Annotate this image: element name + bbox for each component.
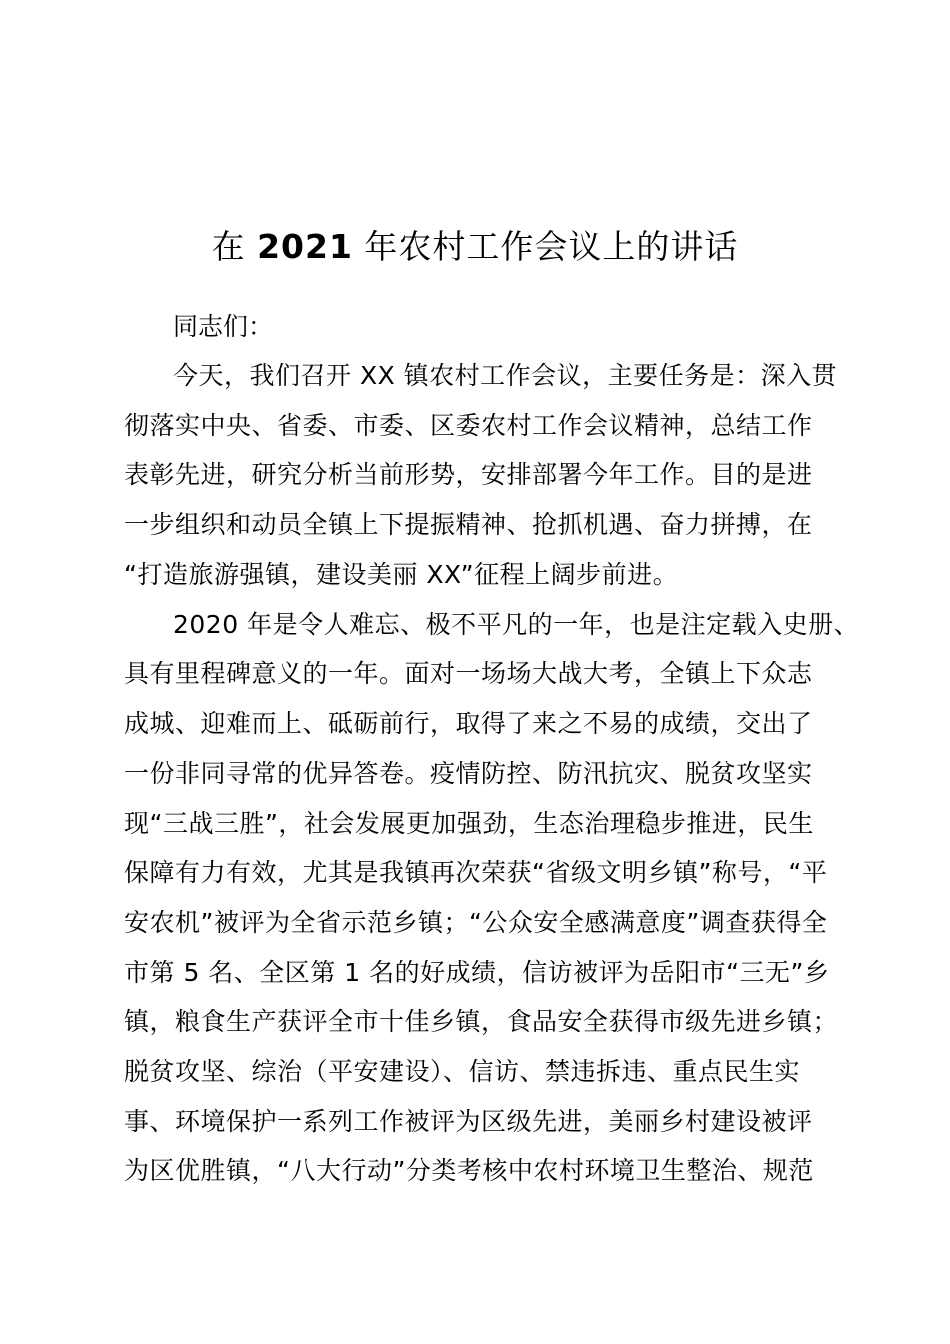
paragraph-line: 今天，我们召开 XX 镇农村工作会议，主要任务是：深入贯 xyxy=(173,361,838,390)
paragraph-line: 成城、迎难而上、砥砺前行，取得了来之不易的成绩，交出了 xyxy=(124,709,813,738)
title-year: 2021 xyxy=(257,227,353,266)
paragraph-line: 脱贫攻坚、综治（平安建设）、信访、禁违拆违、重点民生实 xyxy=(124,1057,801,1086)
paragraph-line: 一份非同寻常的优异答卷。疫情防控、防汛抗灾、脱贫攻坚实 xyxy=(124,759,813,788)
paragraph-line: “打造旅游强镇，建设美丽 XX”征程上阔步前进。 xyxy=(124,560,679,589)
paragraph-line: 保障有力有效，尤其是我镇再次荣获“省级文明乡镇”称号，“平 xyxy=(124,858,828,887)
paragraph-line: 现“三战三胜”，社会发展更加强劲，生态治理稳步推进，民生 xyxy=(124,809,814,838)
paragraph-line: 表彰先进，研究分析当前形势，安排部署今年工作。目的是进 xyxy=(124,460,813,489)
paragraph-line: 安农机”被评为全省示范乡镇；“公众安全感满意度”调查获得全 xyxy=(124,908,828,937)
paragraph-line: 镇，粮食生产获评全市十佳乡镇，食品安全获得市级先进乡镇； xyxy=(124,1007,839,1036)
paragraph-line: 2020 年是令人难忘、极不平凡的一年，也是注定载入史册、 xyxy=(173,610,860,639)
paragraph-line: 彻落实中央、省委、市委、区委农村工作会议精神，总结工作 xyxy=(124,411,813,440)
title-prefix: 在 xyxy=(211,227,258,266)
paragraph-line: 一步组织和动员全镇上下提振精神、抢抓机遇、奋力拼搏，在 xyxy=(124,510,813,539)
title-suffix: 年农村工作会议上的讲话 xyxy=(352,227,739,266)
paragraph-line: 具有里程碑意义的一年。面对一场场大战大考，全镇上下众志 xyxy=(124,659,813,688)
paragraph-line: 为区优胜镇，“八大行动”分类考核中农村环境卫生整治、规范 xyxy=(124,1156,814,1185)
paragraph-line: 事、环境保护一系列工作被评为区级先进，美丽乡村建设被评 xyxy=(124,1107,813,1136)
page-title xyxy=(0,222,950,272)
salutation: 同志们： xyxy=(173,312,274,341)
paragraph-line: 市第 5 名、全区第 1 名的好成绩，信访被评为岳阳市“三无”乡 xyxy=(124,958,830,987)
